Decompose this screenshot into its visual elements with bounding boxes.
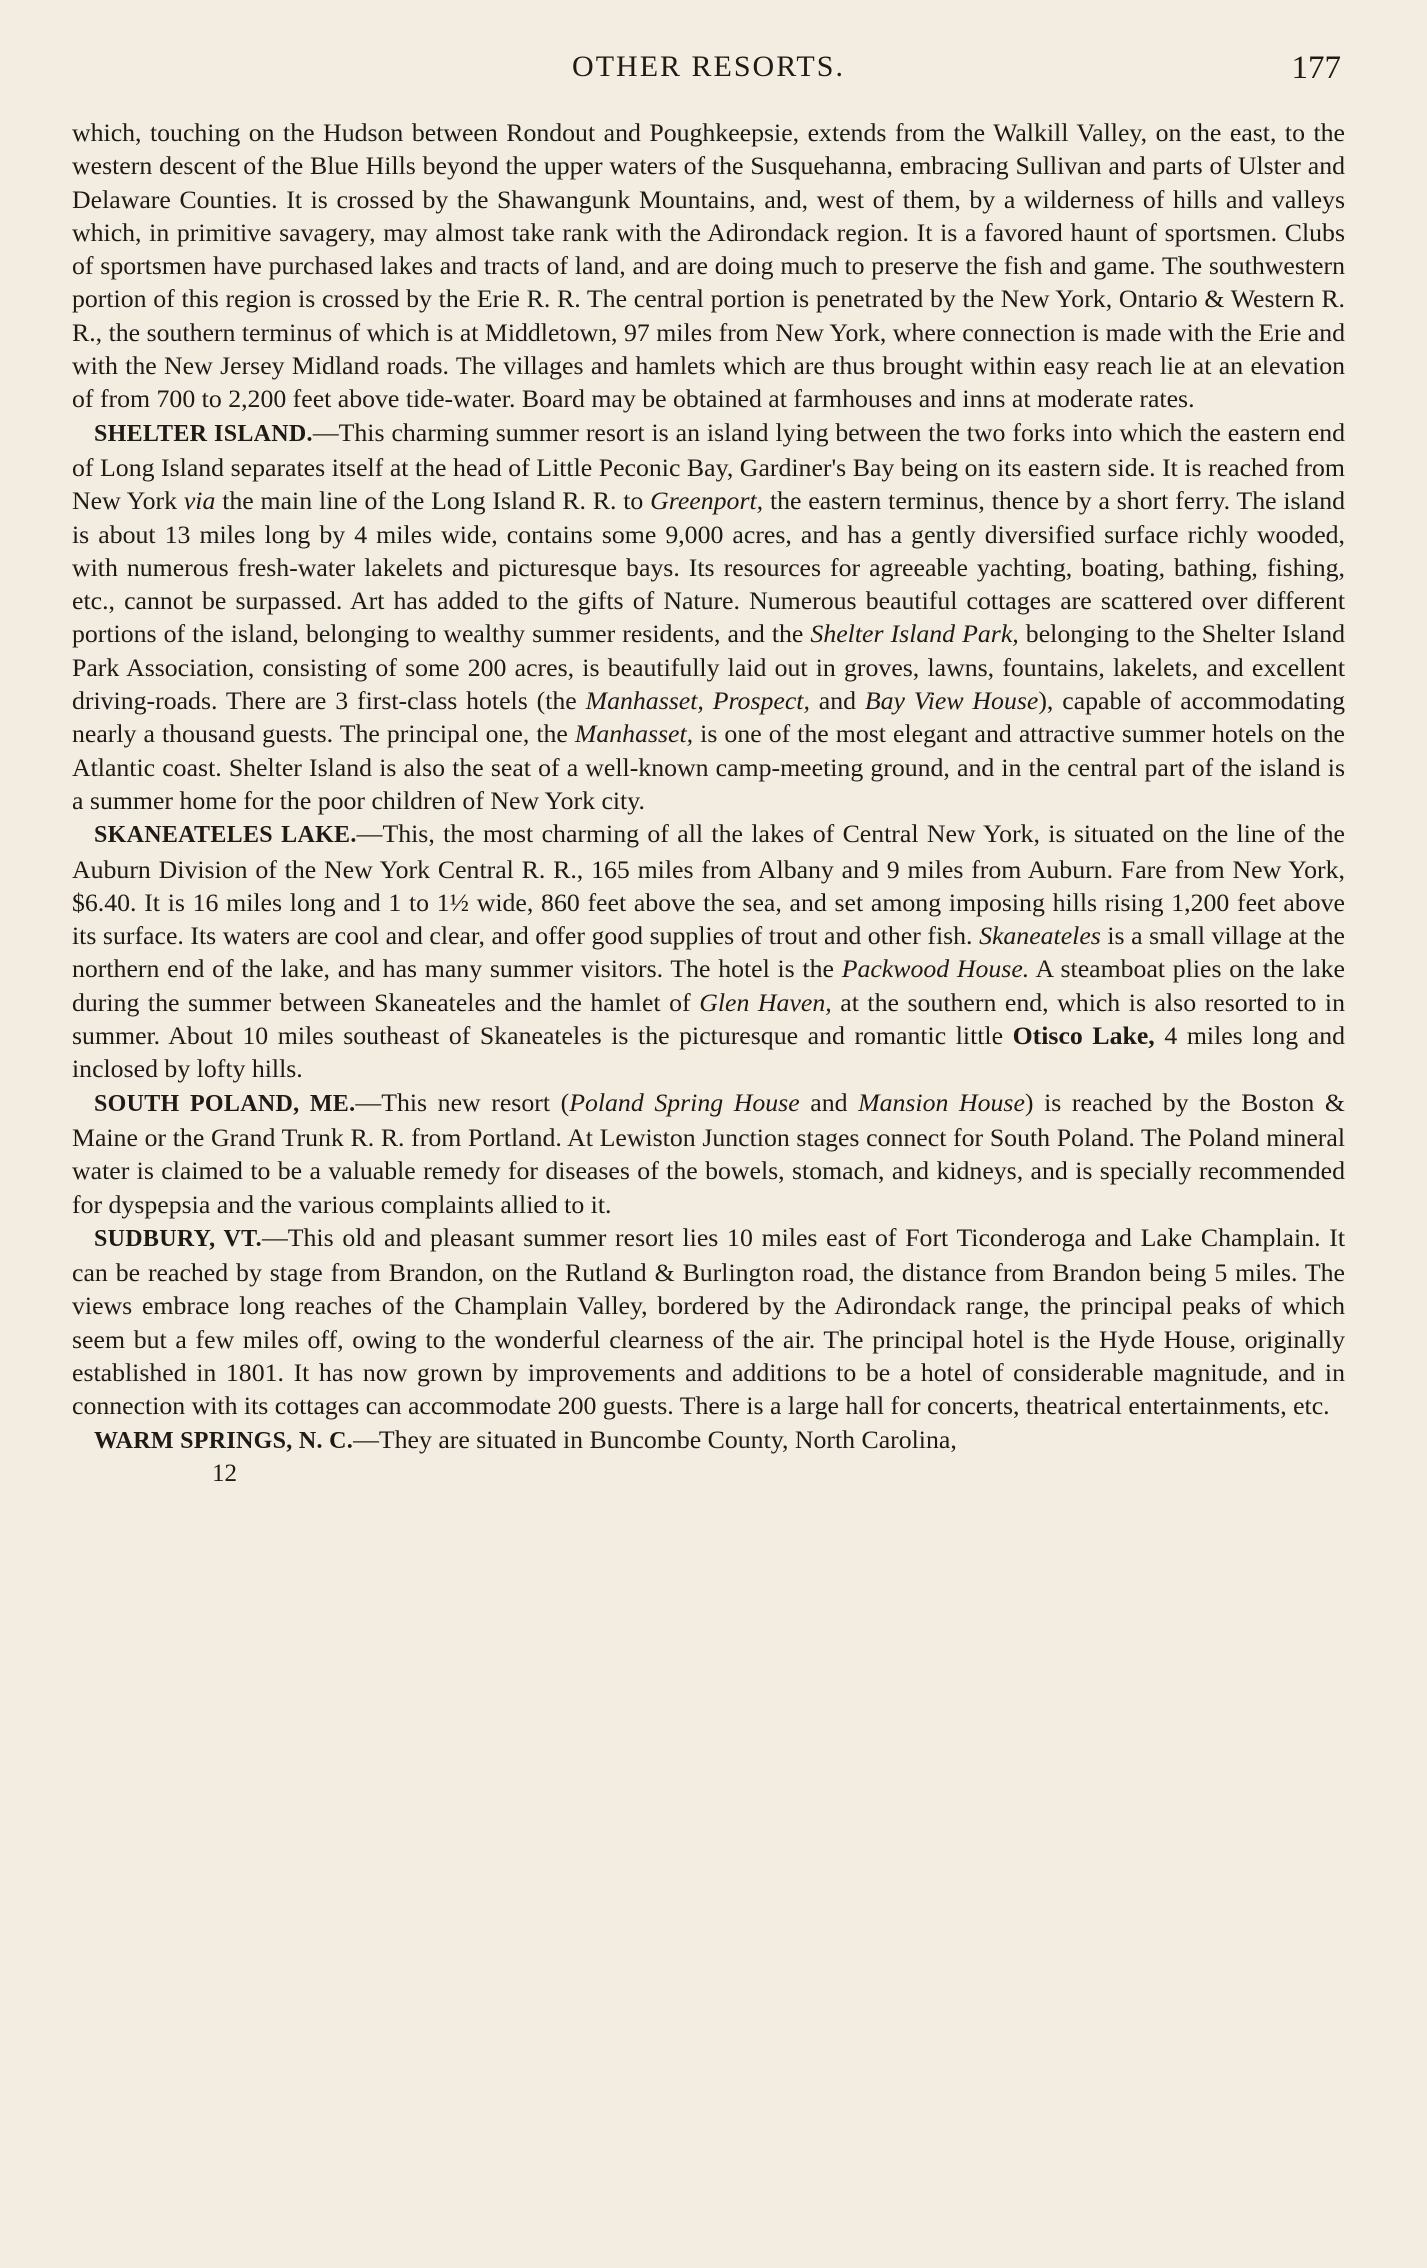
entry-heading: SUDBURY, VT. — [94, 1225, 262, 1252]
place-name: Greenport, — [650, 486, 764, 516]
running-title: OTHER RESORTS. — [572, 50, 845, 83]
signature-mark: 12 — [212, 1459, 237, 1487]
hotel-name: Packwood House. — [841, 954, 1030, 984]
place-name: Skaneateles — [979, 921, 1101, 951]
place-name: Shelter Island Park, — [810, 619, 1019, 649]
running-header — [72, 50, 1345, 116]
entry-heading: WARM SPRINGS, N. C. — [94, 1427, 354, 1454]
entry-heading: SKANEATELES LAKE. — [94, 822, 357, 849]
entry-heading: SHELTER ISLAND. — [94, 420, 313, 447]
entry-heading: SOUTH POLAND, ME. — [94, 1090, 356, 1117]
place-name: Glen Haven, — [699, 987, 832, 1017]
continued-paragraph: which, touching on the Hudson between Rondout and Poughkeepsie, extends from the Walkill Valley, on the east, to the western descent of the Blue Hills beyond the upper waters of the Susquehanna, embracing Sullivan and parts of Ulster and Delaware Counties. It is crossed by the Shawangunk Mountains, and, west of them, by a wilderness of hills and valleys which, in primitive savagery, may almost take rank with the Adirondack region. It is a favored haunt of sportsmen. Clubs of sportsmen have purchased lakes and tracts of land, and are doing much to preserve the fish and game. The southwestern portion of this region is crossed by the Erie R. R. The central portion is penetrated by the New York, Ontario & Western R. R., the southern terminus of which is at Middletown, 97 miles from New York, where connection is made with the Erie and with the New Jersey Midland roads. The villages and hamlets which are thus brought within easy reach lie at an elevation of from 700 to 2,200 feet above tide-water. Board may be obtained at farmhouses and inns at moderate rates. — [72, 118, 1345, 414]
hotel-name: Manhasset, — [585, 686, 704, 716]
hotel-name: Manhasset, — [574, 719, 694, 749]
place-name: Otisco Lake, — [1012, 1021, 1155, 1051]
entry-sudbury: SUDBURY, VT.—This old and pleasant summer resort lies 10 miles east of Fort Ticonderoga and Lake Champlain. It can be reached by stage from Brandon, on the Rutland & Burlington road, the distance from Brandon being 5 miles. The views embrace long reaches of the Champlain Valley, bordered by the Adirondack range, the principal peaks of which seem but a few miles off, owing to the wonderful clearness of the air. The principal hotel is the Hyde House, originally established in 1801. It has now grown by improvements and additions to be a hotel of considerable magnitude, and in connection with its cottages can accommodate 200 guests. There is a large hall for concerts, theatrical entertainments, etc. — [72, 1222, 1345, 1421]
hotel-name: Mansion House — [858, 1087, 1025, 1117]
page-number: 177 — [1291, 50, 1341, 86]
page-body — [72, 116, 1345, 1458]
hotel-name: Prospect, — [712, 686, 810, 716]
hotel-name: Bay View House — [864, 686, 1039, 716]
entry-shelter-island: SHELTER ISLAND.—This charming summer resort is an island lying between the two forks into which the eastern end of Long Island separates itself at the head of Little Peconic Bay, Gardiner's Bay being on its eastern side. It is reached from New York via the main line of the Long Island R. R. to Greenport, the eastern terminus, thence by a short ferry. The island is about 13 miles long by 4 miles wide, contains some 9,000 acres, and has a gently diversified surface richly wooded, with numerous fresh-water lakelets and picturesque bays. Its resources for agreeable yachting, boating, bathing, fishing, etc., cannot be surpassed. Art has added to the gifts of Nature. Numerous beautiful cottages are scattered over different portions of the island, belonging to wealthy summer residents, and the Shelter Island Park, belonging to the Shelter Island Park Association, consisting of some 200 acres, is beautifully laid out in groves, lawns, fountains, lakelets, and excellent driving-roads. There are 3 first-class hotels (the Manhasset, Prospect, and Bay View House), capable of accommodating nearly a thousand guests. The principal one, the Manhasset, is one of the most elegant and attractive summer hotels on the Atlantic coast. Shelter Island is also the seat of a well-known camp-meeting ground, and in the central part of the island is a summer home for the poor children of New York city. — [72, 417, 1345, 815]
entry-skaneateles-lake: SKANEATELES LAKE.—This, the most charming of all the lakes of Central New York, is situated on the line of the Auburn Division of the New York Central R. R., 165 miles from Albany and 9 miles from Auburn. Fare from New York, $6.40. It is 16 miles long and 1 to 1½ wide, 860 feet above the sea, and set among imposing hills rising 1,200 feet above its surface. Its waters are cool and clear, and offer good supplies of trout and other fish. Skaneateles is a small village at the northern end of the lake, and has many summer visitors. The hotel is the Packwood House. A steamboat plies on the lake during the summer between Skaneateles and the hamlet of Glen Haven, at the southern end, which is also resorted to in summer. About 10 miles southeast of Skaneateles is the picturesque and romantic little Otisco Lake, 4 miles long and inclosed by lofty hills. — [72, 819, 1346, 1084]
hotel-name: Poland Spring House — [569, 1087, 800, 1117]
entry-warm-springs: WARM SPRINGS, N. C.—They are situated in Buncombe County, North Carolina, — [94, 1424, 957, 1454]
entry-south-poland: SOUTH POLAND, ME.—This new resort (Poland Spring House and Mansion House) is reached by the Boston & Maine or the Grand Trunk R. R. from Portland. At Lewiston Junction stages connect for South Poland. The Poland mineral water is claimed to be a valuable remedy for diseases of the bowels, stomach, and kidneys, and is specially recommended for dyspepsia and the various complaints allied to it. — [72, 1087, 1345, 1219]
